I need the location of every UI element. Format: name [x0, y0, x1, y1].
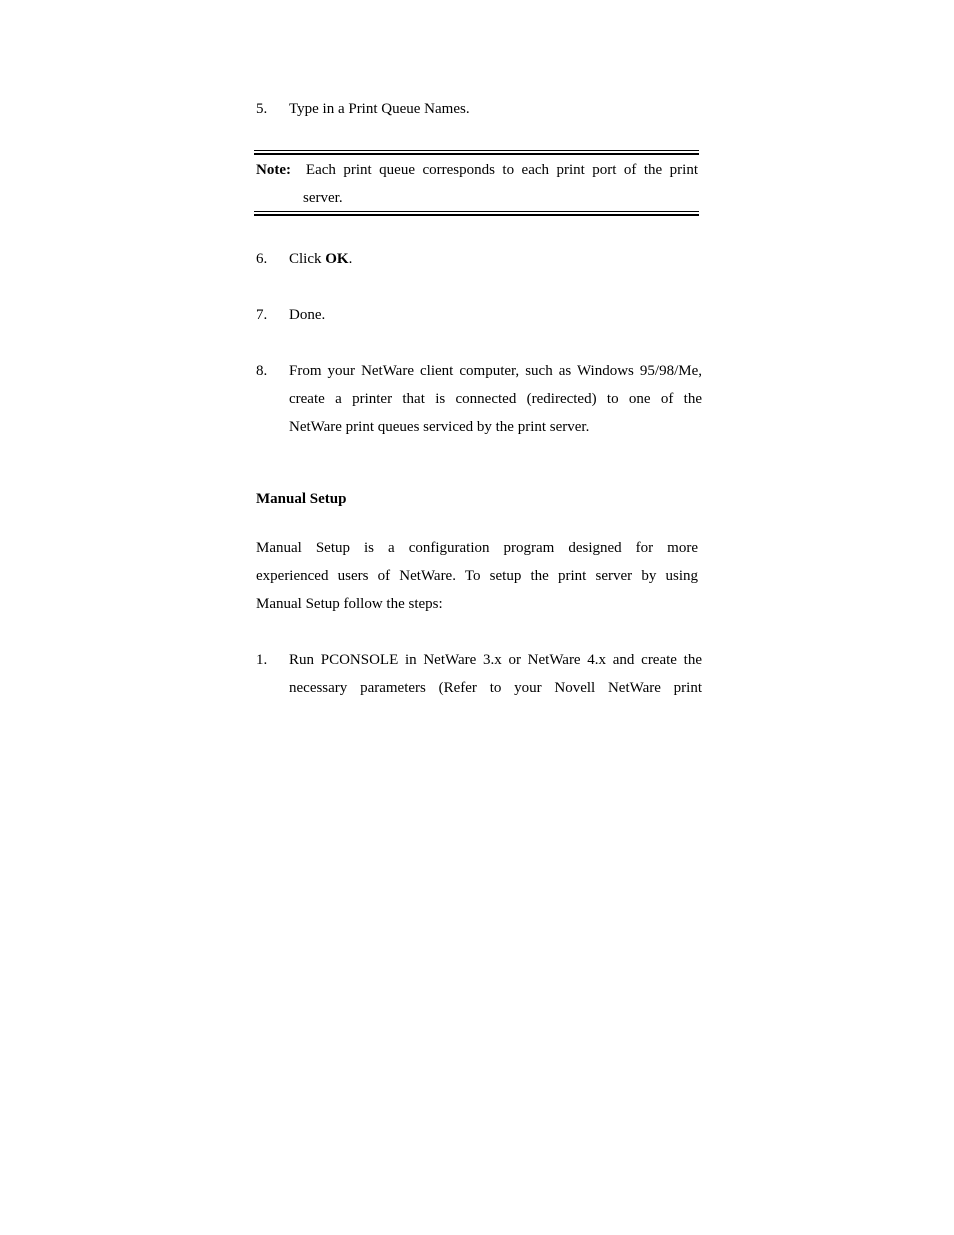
note-label: Note:: [256, 162, 291, 178]
note-block: [256, 156, 698, 212]
note-bottom-rule: [254, 211, 699, 216]
note-line-1: [256, 156, 698, 184]
section-paragraph: [256, 534, 698, 618]
step-7: [256, 301, 702, 329]
step-number: 6.: [256, 251, 268, 267]
step-text-suffix: .: [348, 251, 353, 267]
paragraph-line: experienced users of NetWare. To setup the print server by using: [256, 568, 698, 584]
paragraph-line: Manual Setup is a configuration program designed for more: [256, 540, 698, 556]
step-text: Done.: [289, 307, 326, 323]
ok-label: OK: [325, 251, 349, 267]
step-6: [256, 245, 702, 273]
step-text-prefix: Click: [289, 251, 326, 267]
note-text-1: Each print queue corresponds to each print port of the print: [305, 162, 698, 178]
step-text: [289, 357, 702, 441]
section-heading: Manual Setup: [256, 491, 347, 507]
step-number: 8.: [256, 363, 268, 379]
step-text: Type in a Print Queue Names.: [289, 101, 470, 117]
step-text: [289, 245, 702, 273]
step-number: 1.: [256, 652, 268, 668]
step-number: 7.: [256, 307, 268, 323]
step-line: From your NetWare client computer, such as Windows 95/98/Me,: [289, 363, 702, 379]
step-8: [256, 357, 702, 441]
step-text: [289, 646, 702, 702]
step-line: NetWare print queues serviced by the print server.: [289, 419, 590, 435]
note-top-rule: [254, 150, 699, 155]
paragraph-line: Manual Setup follow the steps:: [256, 596, 443, 612]
manual-step-1: [256, 646, 702, 702]
step-line: necessary parameters (Refer to your Novell NetWare print: [289, 680, 702, 696]
step-line: Run PCONSOLE in NetWare 3.x or NetWare 4.x and create the: [289, 652, 702, 668]
step-5: [256, 95, 702, 123]
step-number: 5.: [256, 101, 268, 117]
note-line-2: server.: [303, 190, 343, 206]
step-line: create a printer that is connected (redirected) to one of the: [289, 391, 702, 407]
